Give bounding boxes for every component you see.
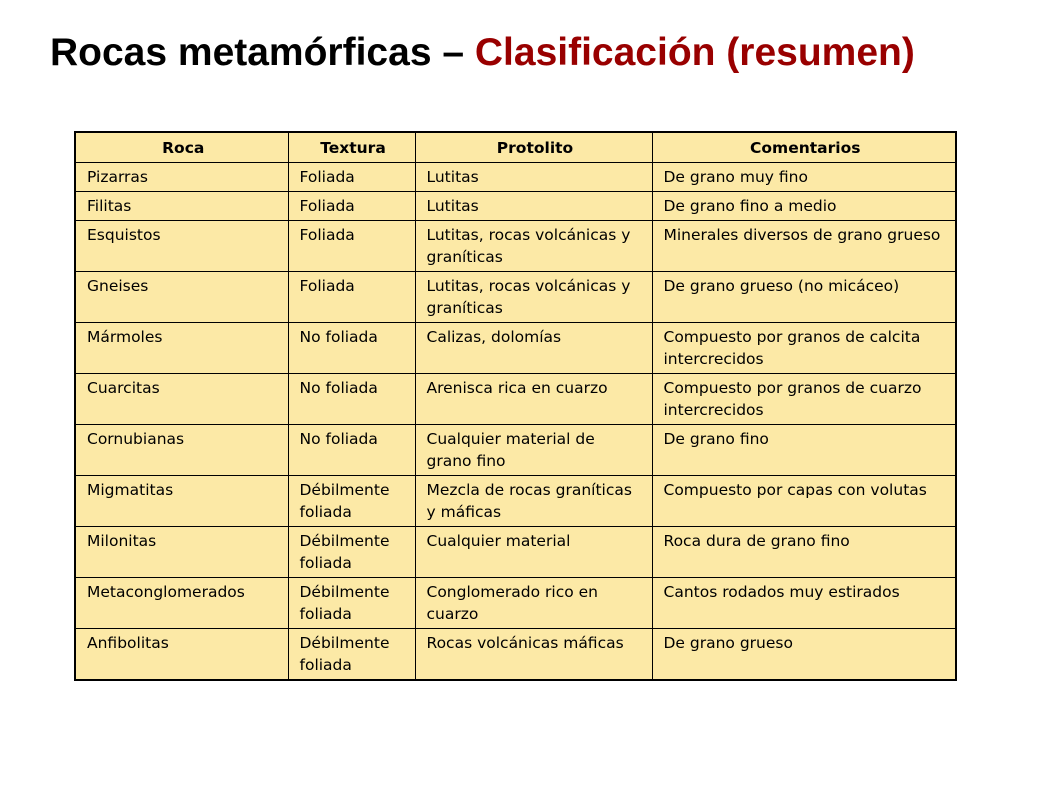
- table-row: [75, 374, 956, 425]
- cell-protolito: Conglomerado rico en cuarzo: [415, 578, 652, 629]
- cell-protolito: Cualquier material de grano fino: [415, 425, 652, 476]
- cell-comentarios: De grano grueso: [652, 629, 956, 681]
- cell-protolito: Cualquier material: [415, 527, 652, 578]
- cell-protolito: Lutitas: [415, 192, 652, 221]
- cell-roca: Cornubianas: [75, 425, 288, 476]
- cell-roca: Mármoles: [75, 323, 288, 374]
- header-comentarios: Comentarios: [652, 132, 956, 163]
- header-protolito: Protolito: [415, 132, 652, 163]
- cell-textura: Foliada: [288, 221, 415, 272]
- table-row: [75, 323, 956, 374]
- cell-textura: Foliada: [288, 272, 415, 323]
- title-main: Rocas metamórficas –: [50, 31, 475, 74]
- cell-textura: Débilmente foliada: [288, 527, 415, 578]
- table-row: [75, 221, 956, 272]
- cell-protolito: Mezcla de rocas graníticas y máficas: [415, 476, 652, 527]
- table-row: [75, 527, 956, 578]
- cell-textura: Foliada: [288, 163, 415, 192]
- cell-comentarios: Roca dura de grano fino: [652, 527, 956, 578]
- cell-comentarios: Minerales diversos de grano grueso: [652, 221, 956, 272]
- table-row: [75, 578, 956, 629]
- cell-protolito: Lutitas, rocas volcánicas y graníticas: [415, 221, 652, 272]
- table-row: [75, 192, 956, 221]
- cell-roca: Cuarcitas: [75, 374, 288, 425]
- cell-comentarios: Compuesto por capas con volutas: [652, 476, 956, 527]
- table-row: [75, 272, 956, 323]
- cell-roca: Gneises: [75, 272, 288, 323]
- cell-comentarios: De grano fino: [652, 425, 956, 476]
- header-textura: Textura: [288, 132, 415, 163]
- cell-protolito: Arenisca rica en cuarzo: [415, 374, 652, 425]
- cell-textura: No foliada: [288, 425, 415, 476]
- cell-roca: Filitas: [75, 192, 288, 221]
- cell-textura: No foliada: [288, 323, 415, 374]
- table-row: [75, 425, 956, 476]
- table-header-row: [75, 132, 956, 163]
- cell-roca: Anfibolitas: [75, 629, 288, 681]
- cell-protolito: Calizas, dolomías: [415, 323, 652, 374]
- cell-textura: Débilmente foliada: [288, 476, 415, 527]
- cell-comentarios: Cantos rodados muy estirados: [652, 578, 956, 629]
- cell-comentarios: De grano fino a medio: [652, 192, 956, 221]
- cell-roca: Pizarras: [75, 163, 288, 192]
- cell-textura: Foliada: [288, 192, 415, 221]
- cell-roca: Esquistos: [75, 221, 288, 272]
- classification-table: [74, 131, 957, 681]
- cell-textura: Débilmente foliada: [288, 629, 415, 681]
- cell-comentarios: De grano muy fino: [652, 163, 956, 192]
- table-row: [75, 163, 956, 192]
- cell-protolito: Lutitas, rocas volcánicas y graníticas: [415, 272, 652, 323]
- table-row: [75, 476, 956, 527]
- header-roca: Roca: [75, 132, 288, 163]
- cell-protolito: Lutitas: [415, 163, 652, 192]
- cell-comentarios: De grano grueso (no micáceo): [652, 272, 956, 323]
- cell-roca: Migmatitas: [75, 476, 288, 527]
- page-title: [50, 28, 915, 78]
- cell-textura: Débilmente foliada: [288, 578, 415, 629]
- cell-textura: No foliada: [288, 374, 415, 425]
- cell-comentarios: Compuesto por granos de cuarzo intercrecidos: [652, 374, 956, 425]
- title-accent: Clasificación (resumen): [474, 31, 915, 74]
- cell-comentarios: Compuesto por granos de calcita intercrecidos: [652, 323, 956, 374]
- cell-roca: Milonitas: [75, 527, 288, 578]
- table-row: [75, 629, 956, 681]
- cell-protolito: Rocas volcánicas máficas: [415, 629, 652, 681]
- cell-roca: Metaconglomerados: [75, 578, 288, 629]
